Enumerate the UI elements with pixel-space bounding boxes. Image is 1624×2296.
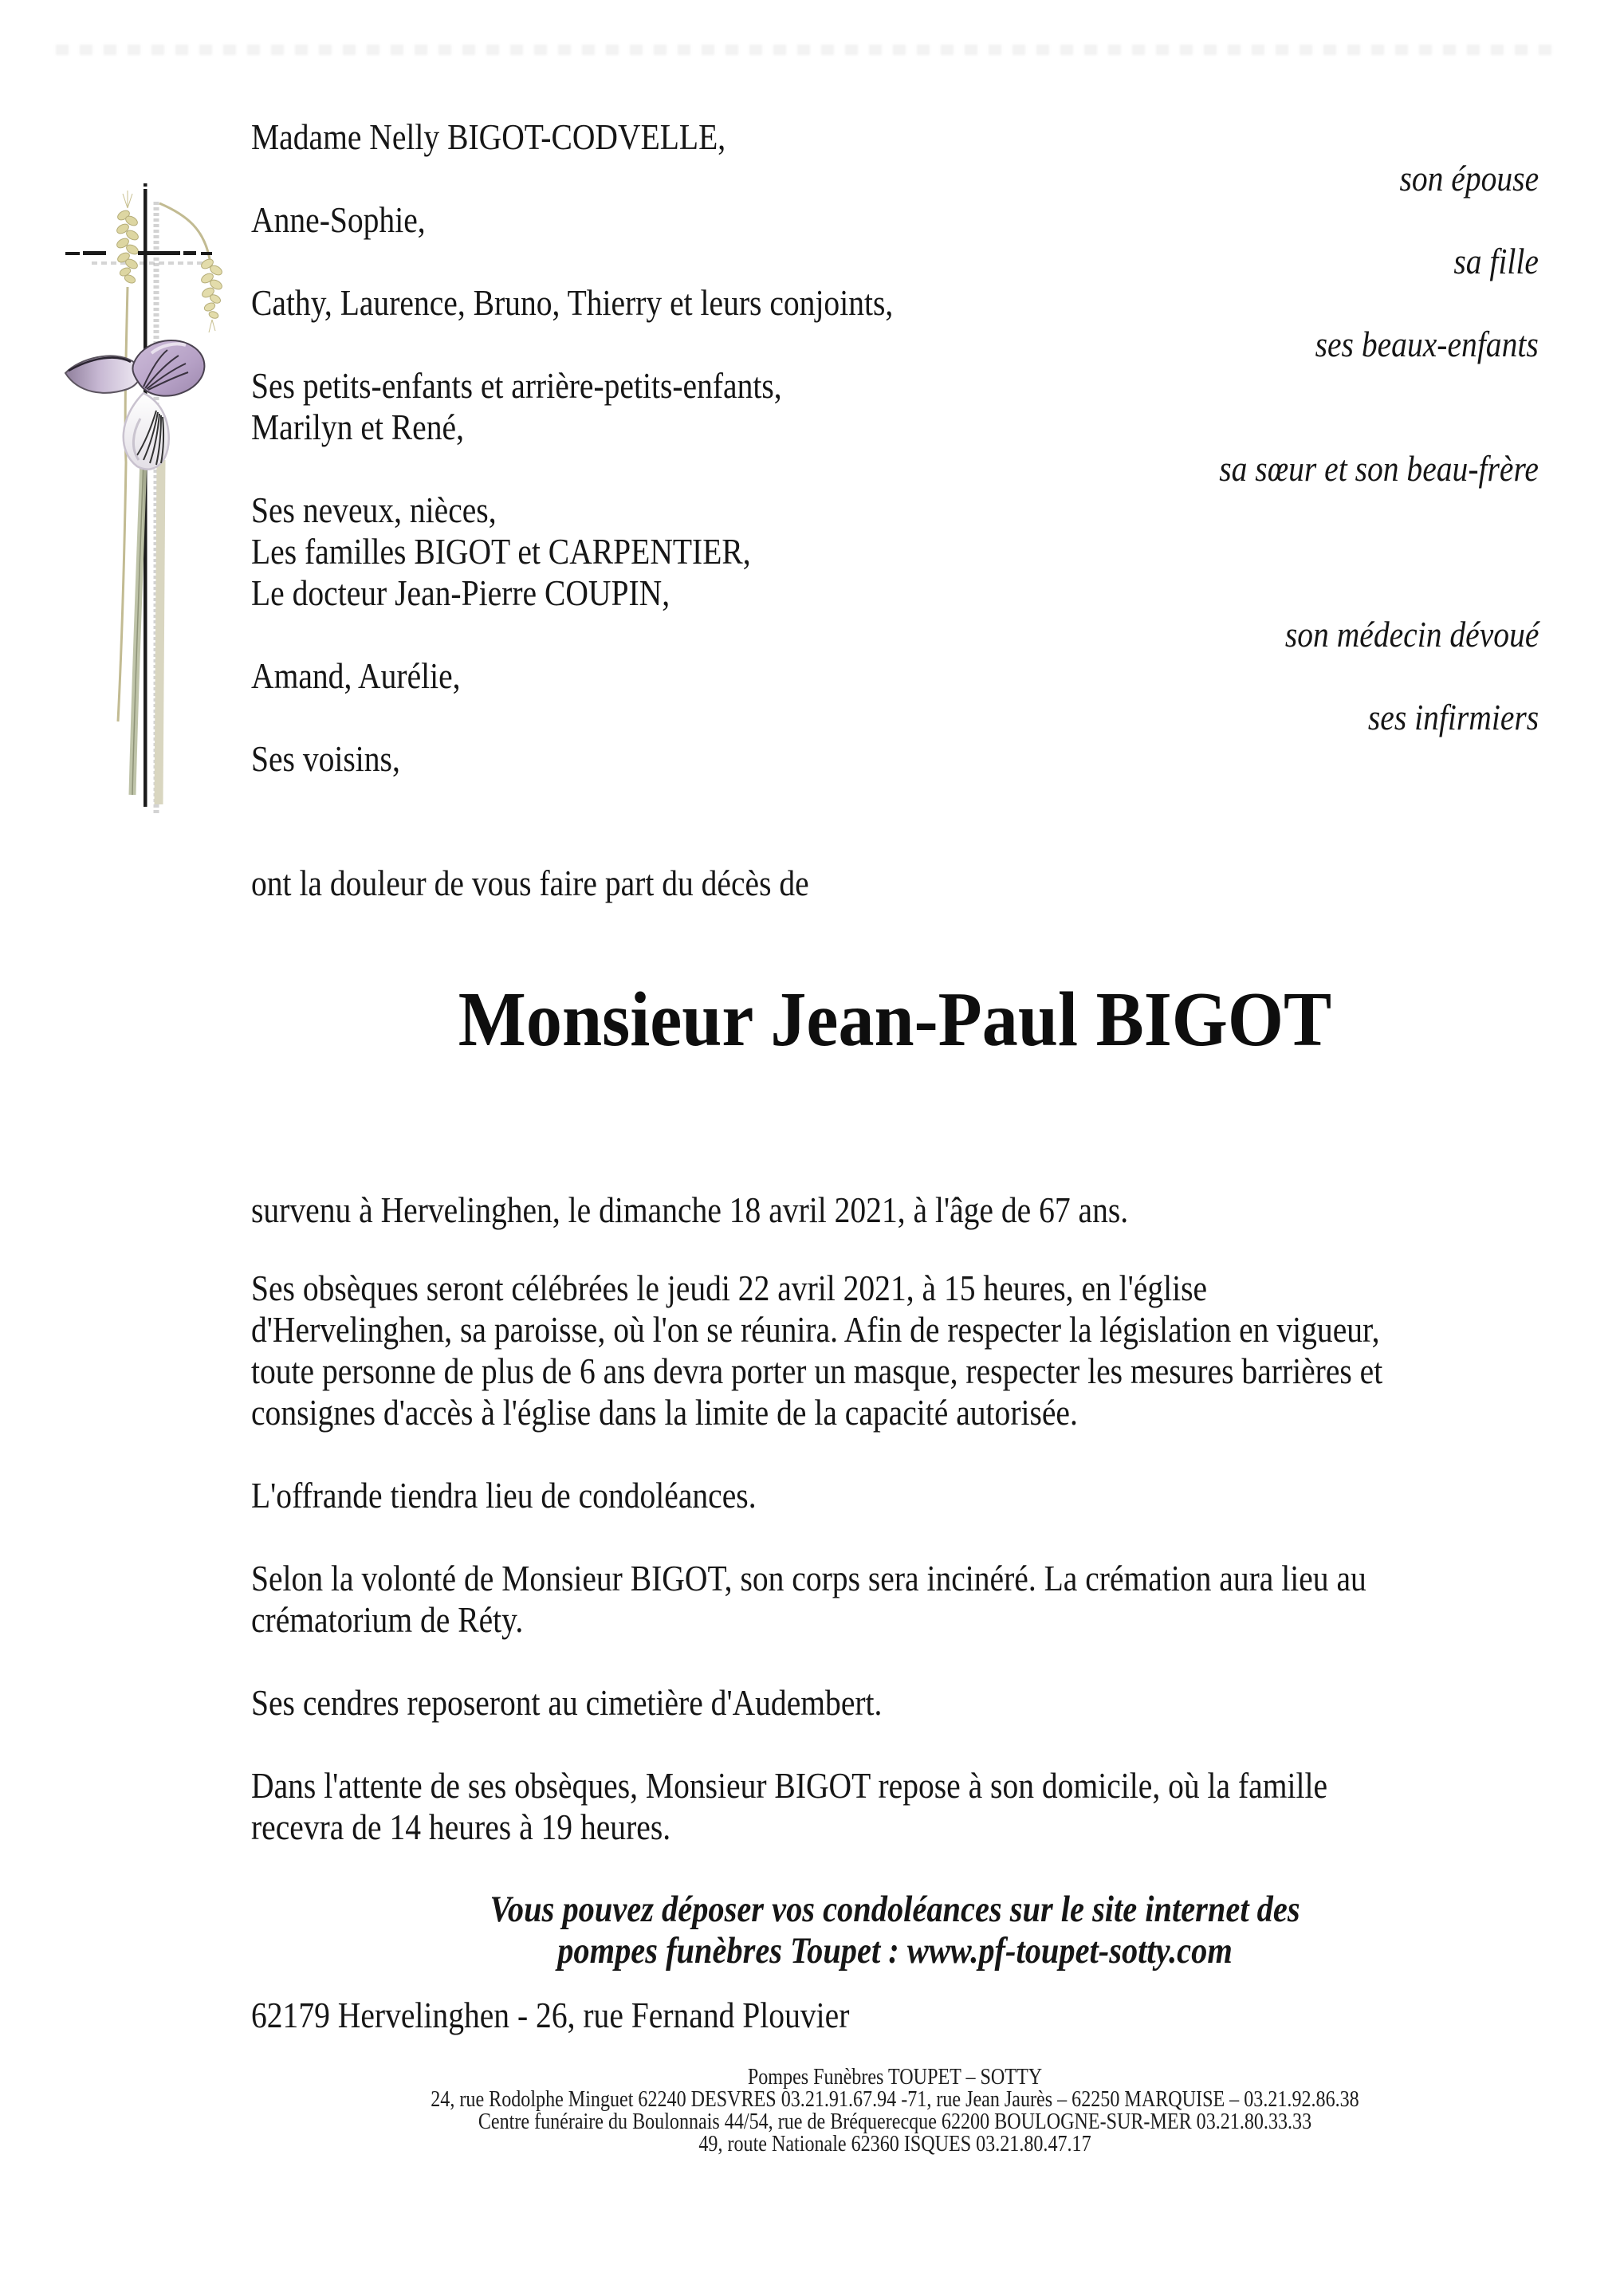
ceremony-line: Ses obsèques seront célébrées le jeudi 22 avril 2021, à 15 heures, en l'église xyxy=(251,1268,1208,1308)
ceremony-line: toute personne de plus de 6 ans devra porter un masque, respecter les mesures barrières et xyxy=(251,1350,1383,1391)
cross-horizontal-bar xyxy=(65,251,212,255)
ceremony-line: consignes d'accès à l'église dans la limite de la capacité autorisée. xyxy=(251,1392,1078,1433)
cross-top-tick xyxy=(144,183,147,187)
family-line: Ses petits-enfants et arrière-petits-enfants, xyxy=(251,365,782,406)
family-line: Amand, Aurélie, xyxy=(251,655,461,696)
repose-paragraph xyxy=(251,1765,1327,1848)
cremation-line: Selon la volonté de Monsieur BIGOT, son corps sera incinéré. La crémation aura lieu au xyxy=(251,1558,1366,1598)
footer-company-name: Pompes Funèbres TOUPET – SOTTY xyxy=(747,2065,1043,2090)
condolences-website-notice xyxy=(341,1889,1449,1972)
relation-line: son médecin dévoué xyxy=(1284,614,1539,655)
wheat-ear-left xyxy=(116,191,140,285)
relation-line: ses infirmiers xyxy=(1367,697,1539,737)
home-address-line: 62179 Hervelinghen - 26, rue Fernand Plouvier xyxy=(251,1995,850,2035)
offering-line: L'offrande tiendra lieu de condoléances. xyxy=(251,1475,757,1516)
family-line: Ses voisins, xyxy=(251,738,400,779)
family-line: Madame Nelly BIGOT-CODVELLE, xyxy=(251,116,726,157)
funeral-home-footer xyxy=(341,2066,1449,2156)
footer-address-line: 49, route Nationale 62360 ISQUES 03.21.80.47.17 xyxy=(698,2132,1091,2156)
condolences-line: pompes funèbres Toupet : www.pf-toupet-sotty.com xyxy=(557,1930,1233,1972)
relation-line: sa sœur et son beau-frère xyxy=(1219,448,1539,489)
relation-line: son épouse xyxy=(1399,158,1539,199)
family-line: Anne-Sophie, xyxy=(251,199,426,240)
relation-line: sa fille xyxy=(1453,241,1539,281)
family-line: Marilyn et René, xyxy=(251,407,464,447)
repose-line: Dans l'attente de ses obsèques, Monsieur BIGOT repose à son domicile, où la famille xyxy=(251,1765,1328,1806)
cremation-paragraph xyxy=(251,1558,1366,1641)
relation-line: ses beaux-enfants xyxy=(1315,324,1539,364)
family-line: Ses neveux, nièces, xyxy=(251,489,497,530)
repose-line: recevra de 14 heures à 19 heures. xyxy=(251,1807,671,1847)
wheat-stem-left xyxy=(118,287,128,721)
scan-noise-artifact xyxy=(56,45,1563,55)
cremation-line: crématorium de Réty. xyxy=(251,1599,524,1640)
wheat-ear-right xyxy=(200,258,224,332)
ceremony-line: d'Hervelinghen, sa paroisse, où l'on se réunira. Afin de respecter la législation en vigueur, xyxy=(251,1309,1380,1350)
wheat-stem-right xyxy=(159,203,210,259)
ceremony-paragraph xyxy=(251,1268,1382,1433)
death-details-line: survenu à Hervelinghen, le dimanche 18 avril 2021, à l'âge de 67 ans. xyxy=(251,1189,1129,1230)
calla-spathe-main xyxy=(132,340,204,396)
family-line: Les familles BIGOT et CARPENTIER, xyxy=(251,531,751,572)
announcement-line: ont la douleur de vous faire part du décès de xyxy=(251,863,809,903)
family-line: Le docteur Jean-Pierre COUPIN, xyxy=(251,572,670,613)
ashes-line: Ses cendres reposeront au cimetière d'Audembert. xyxy=(251,1682,883,1723)
footer-address-line: Centre funéraire du Boulonnais 44/54, rue de Bréquerecque 62200 BOULOGNE-SUR-MER 03.21.80.33.33 xyxy=(478,2109,1312,2134)
cross-lily-wheat-artwork xyxy=(24,179,263,833)
family-line: Cathy, Laurence, Bruno, Thierry et leurs conjoints, xyxy=(251,282,894,323)
deceased-name-title: Monsieur Jean-Paul BIGOT xyxy=(458,977,1332,1063)
lily-stem-right xyxy=(159,460,161,804)
footer-address-line: 24, rue Rodolphe Minguet 62240 DESVRES 03.21.91.67.94 -71, rue Jean Jaurès – 62250 MARQUISE – 03.21.92.86.38 xyxy=(431,2087,1359,2112)
condolences-line: Vous pouvez déposer vos condoléances sur le site internet des xyxy=(490,1889,1300,1930)
